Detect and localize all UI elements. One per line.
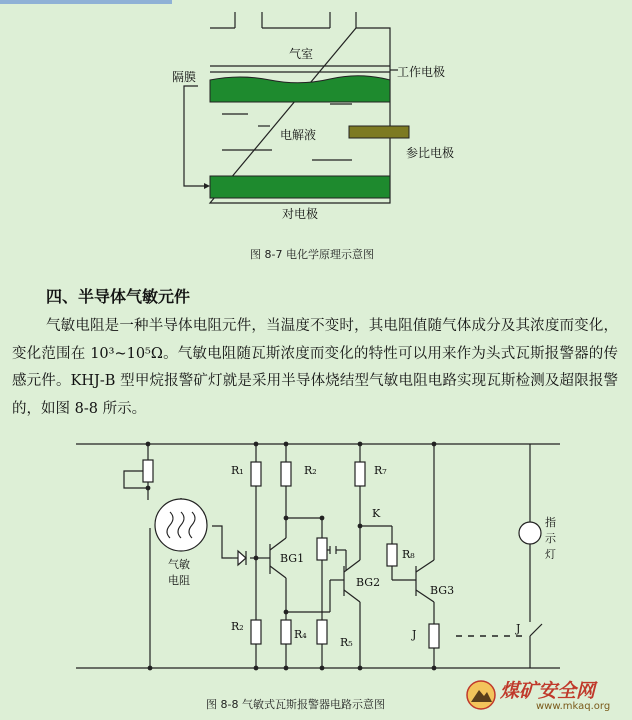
label-lamp-3: 灯 [545,548,556,561]
label-r7: R₇ [374,464,387,477]
label-counter-electrode: 对电极 [282,207,319,221]
label-j: J [412,628,417,641]
label-r2-bottom: R₂ [231,620,244,633]
site-watermark-logo [466,676,626,716]
label-k: K [372,507,381,520]
label-r8: R₈ [402,548,415,561]
label-reference-electrode: 参比电极 [406,146,455,160]
watermark-url: www.mkaq.org [536,701,611,712]
label-gas-chamber: 气室 [289,47,314,61]
label-bg2: BG2 [356,576,381,589]
counter-electrode [210,176,390,198]
label-electrolyte: 电解液 [280,128,317,142]
figure-8-7-caption: 图 8-7 电化学原理示意图 [250,248,374,261]
label-sensor-1: 气敏 [168,558,190,571]
section-paragraph: 气敏电阻是一种半导体电阻元件，当温度不变时，其电阻值随气体成分及其浓度而变化，变化范围在 10³~10⁵Ω。气敏电阻随瓦斯浓度而变化的特性可以用来作为头式瓦斯报警器的传感元件。KHJ-B 型甲烷报警矿灯就是采用半导体烧结型气敏电阻电路实现瓦斯检测及超限报警的，如图 8-8 所示。 [12,318,618,417]
electrochemical-diagram [0,0,632,240]
figure-8-8-caption: 图 8-8 气敏式瓦斯报警器电路示意图 [206,698,385,711]
label-lamp-2: 示 [545,532,556,545]
label-r4: R₄ [294,628,307,641]
label-sensor-2: 电阻 [168,574,190,587]
label-r5: R₅ [340,636,353,649]
watermark-text: 煤矿安全网 [500,680,596,702]
label-diaphragm: 隔膜 [172,70,197,84]
section-heading: 四、半导体气敏元件 [46,287,191,306]
working-electrode [210,76,390,102]
label-working-electrode: 工作电极 [397,65,446,79]
label-r2-top: R₂ [304,464,317,477]
mountain-logo-icon [466,680,496,710]
reference-electrode [349,126,409,138]
label-bg3: BG3 [430,584,455,597]
label-bg1: BG1 [280,552,305,565]
label-j-switch: J [516,622,521,635]
label-lamp-1: 指 [545,516,556,529]
label-r1: R₁ [231,464,244,477]
